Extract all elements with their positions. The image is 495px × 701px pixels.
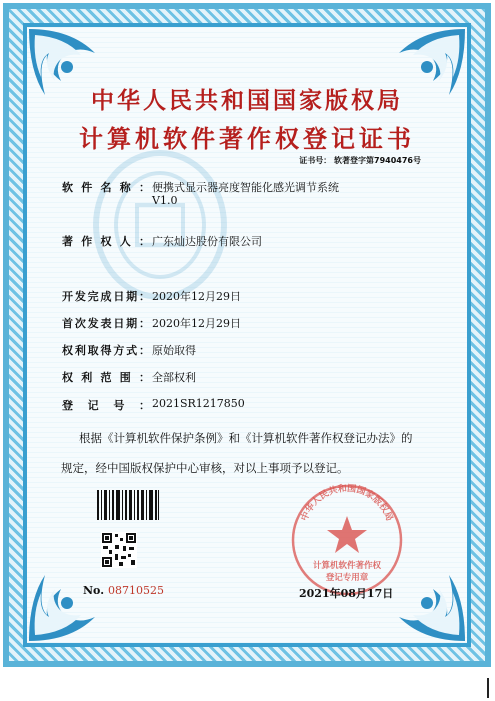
field-rights-acquisition bbox=[62, 342, 196, 358]
issue-date: 2021年08月17日 bbox=[299, 587, 394, 600]
field-first-publication-date bbox=[62, 315, 241, 331]
certificate-number-label: 证书号： bbox=[299, 156, 332, 165]
field-label: 开发完成日期： bbox=[62, 290, 150, 303]
field-software-name bbox=[62, 179, 339, 207]
field-label: 权利取得方式： bbox=[62, 344, 150, 357]
certificate-number bbox=[299, 155, 421, 166]
field-value-version: V1.0 bbox=[152, 194, 178, 207]
svg-text:中华人民共和国国家版权局 bbox=[298, 482, 395, 523]
barcode-icon bbox=[97, 490, 159, 520]
certificate-page bbox=[3, 3, 491, 667]
serial-value: 08710525 bbox=[108, 584, 165, 597]
field-label: 首次发表日期： bbox=[62, 317, 150, 330]
field-copyright-owner bbox=[62, 233, 262, 249]
field-value: 2020年12月29日 bbox=[152, 317, 241, 330]
field-value: 原始取得 bbox=[152, 344, 196, 357]
field-value: 2020年12月29日 bbox=[152, 290, 241, 303]
issuer-title: 中华人民共和国国家版权局 bbox=[91, 87, 403, 114]
serial-number bbox=[83, 584, 164, 597]
field-value: 全部权利 bbox=[152, 371, 196, 384]
certificate-number-value: 软著登字第7940476号 bbox=[334, 156, 421, 165]
certificate-body bbox=[27, 27, 467, 643]
qr-code-icon bbox=[101, 532, 137, 568]
seal-ring-text: 中华人民共和国国家版权局 bbox=[299, 483, 395, 523]
field-value: 2021SR1217850 bbox=[152, 397, 245, 410]
emblem-watermark-icon bbox=[85, 145, 235, 305]
field-rights-scope bbox=[62, 369, 196, 385]
certificate-title: 计算机软件著作权登记证书 bbox=[79, 124, 415, 153]
field-label: 权利范围： bbox=[62, 371, 150, 384]
seal-text-line2: 登记专用章 bbox=[325, 573, 369, 583]
seal-text-line1: 计算机软件著作权 bbox=[312, 561, 381, 571]
registration-statement-line1: 根据《计算机软件保护条例》和《计算机软件著作权登记办法》的 bbox=[79, 431, 413, 445]
field-label: 软件名称： bbox=[62, 181, 150, 194]
field-development-date bbox=[62, 288, 241, 304]
field-label: 著作权人： bbox=[62, 235, 150, 248]
serial-label: No. bbox=[83, 584, 105, 597]
field-registration-number bbox=[62, 397, 245, 413]
registration-statement-line2: 规定，经中国版权保护中心审核，对以上事项予以登记。 bbox=[61, 461, 349, 475]
field-label: 登记号： bbox=[62, 399, 150, 412]
field-value: 便携式显示器亮度智能化感光调节系统 bbox=[152, 181, 339, 194]
scan-edge-mark bbox=[487, 678, 489, 698]
field-value: 广东灿达股份有限公司 bbox=[152, 235, 262, 248]
